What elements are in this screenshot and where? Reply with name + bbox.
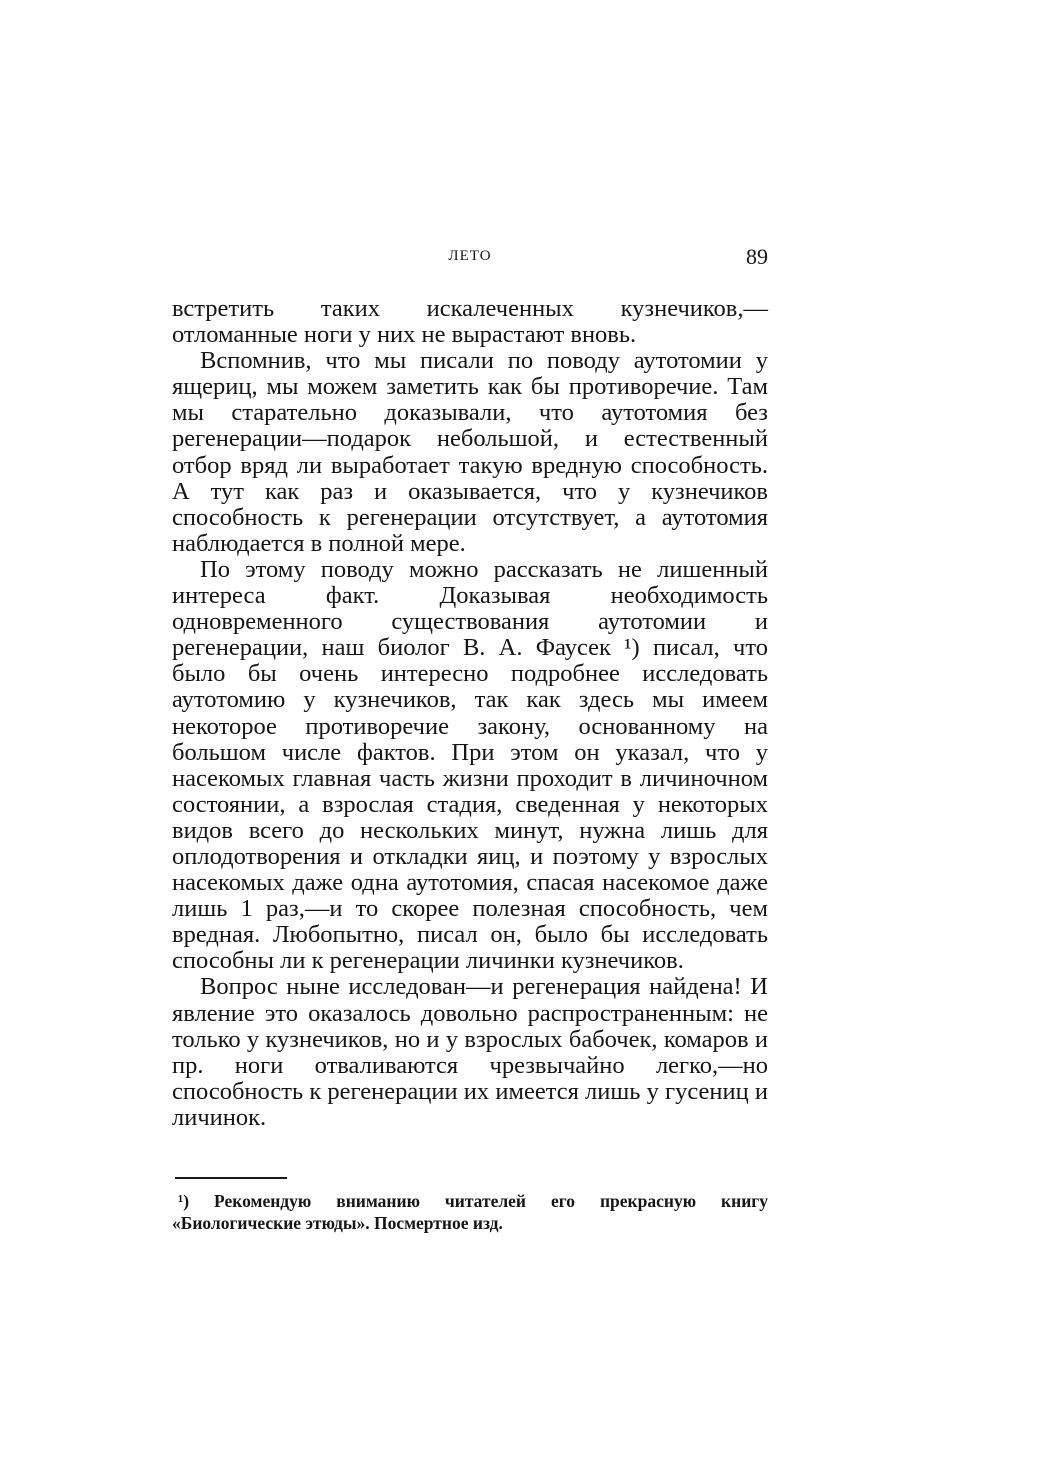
body-text: [172, 296, 768, 1131]
running-title: ЛЕТО: [448, 248, 492, 264]
running-head: [172, 246, 768, 270]
paragraph-regeneration-found: Вопрос ныне исследован—и регенерация найдена! И явление это оказалось довольно распространенным: не только у кузнечиков, но и у взрослых бабочек, комаров и пр. ноги отваливаются чрезвычайно легко,—но способность к регенерации их имеется лишь у гусениц и личинок.: [172, 973, 768, 1131]
paragraph-continuation: встретить таких искалеченных кузнечиков,—отломанные ноги у них не вырастают вновь.: [172, 295, 768, 349]
paragraph-fausek: По этому поводу можно рассказать не лишенный интереса факт. Доказывая необходимость одновременного существования аутотомии и регенерации, наш биолог В. А. Фаусек ¹) писал, что было бы очень интересно подробнее исследовать аутотомию у кузнечиков, так как здесь мы имеем некоторое противоречие закону, основанному на большом числе фактов. При этом он указал, что у насекомых главная часть жизни проходит в личиночном состоянии, а взрослая стадия, сведенная у некоторых видов всего до нескольких минут, нужна лишь для оплодотворения и откладки яиц, и поэтому у взрослых насекомых даже одна аутотомия, спасая насекомое даже лишь 1 раз,—и то скорее полезная способность, чем вредная. Любопытно, писал он, было бы исследовать способны ли к регенерации личинки кузнечиков.: [172, 555, 768, 975]
footnotes: [172, 1190, 768, 1234]
paragraph-autotomy-contradiction: Вспомнив, что мы писали по поводу аутотомии у ящериц, мы можем заметить как бы противоречие. Там мы старательно доказывали, что аутотомия без регенерации—подарок небольшой, и естественный отбор вряд ли выработает такую вредную способность. А тут как раз и оказывается, что у кузнечиков способность к регенерации отсутствует, а аутотомия наблюдается в полной мере.: [172, 347, 768, 557]
footnote-rule: [175, 1177, 287, 1179]
footnote-1: ¹) Рекомендую вниманию читателей его прекрасную книгу «Биологические этюды». Посмертное изд.: [172, 1191, 768, 1233]
page-number: 89: [746, 244, 768, 269]
